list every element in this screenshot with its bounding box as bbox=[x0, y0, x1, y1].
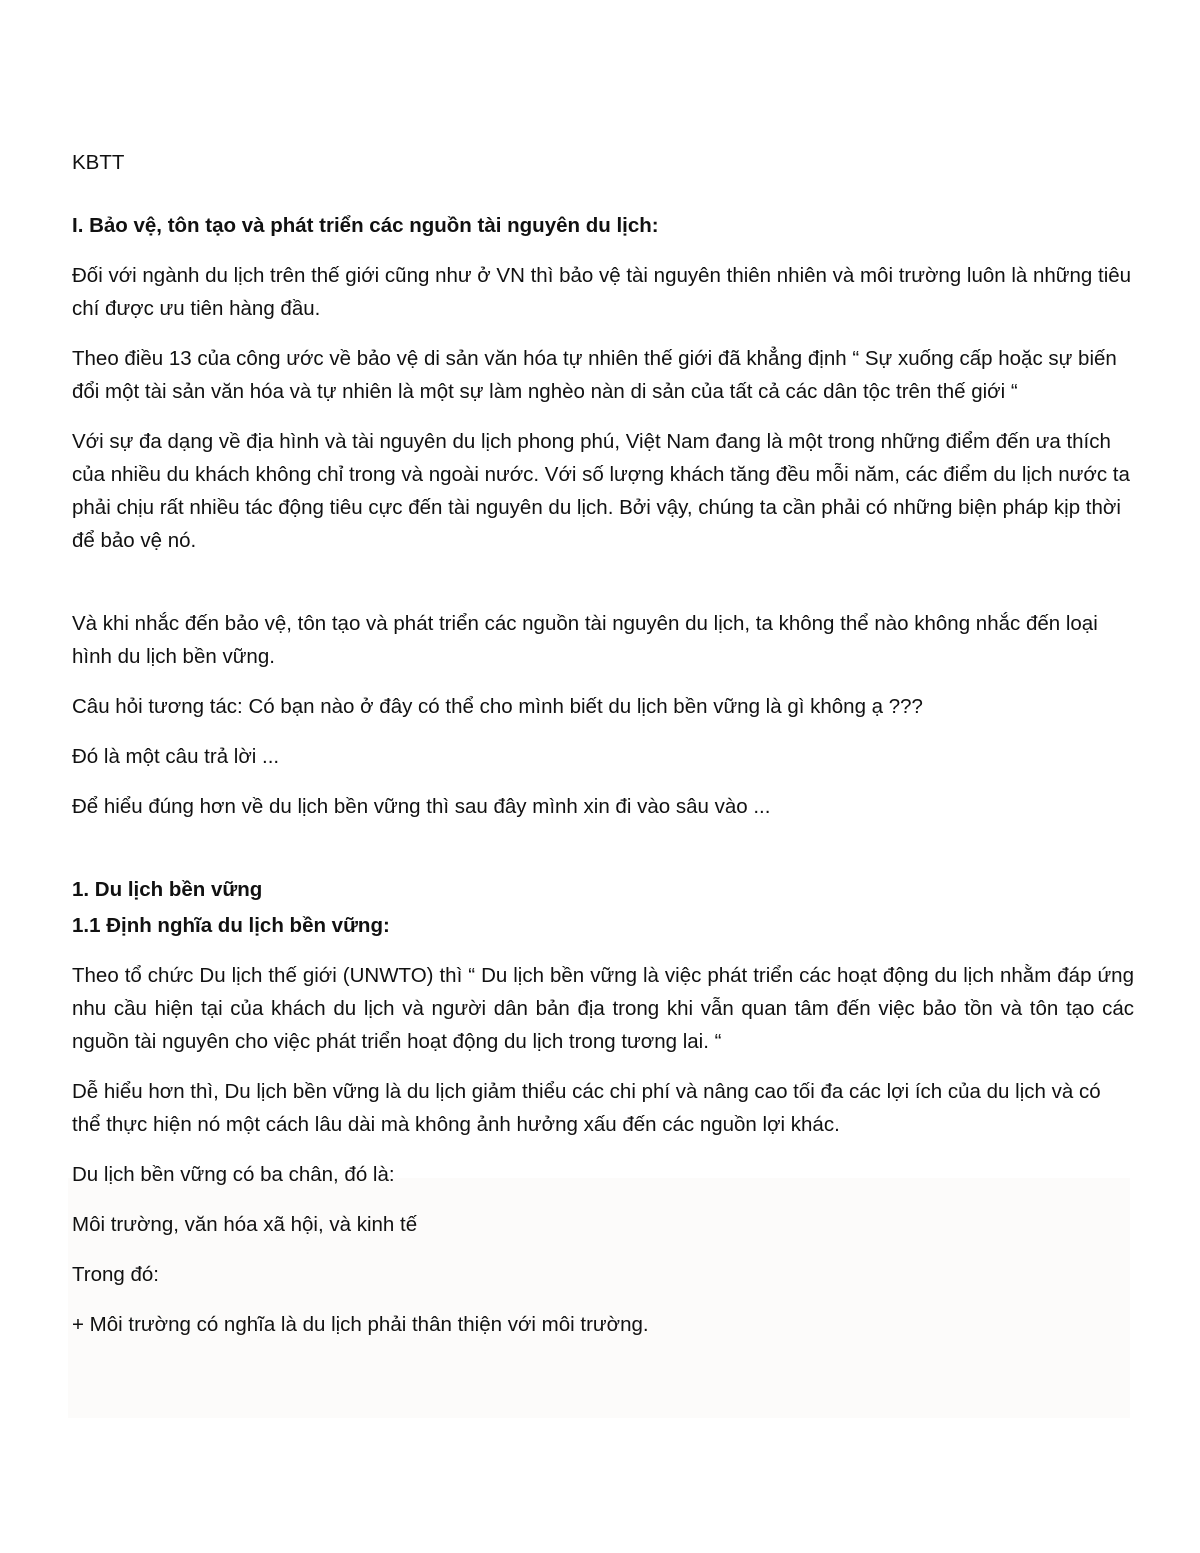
paragraph-environment: + Môi trường có nghĩa là du lịch phải thân thiện với môi trường. bbox=[72, 1313, 649, 1336]
paragraph-pillars-list: Môi trường, văn hóa xã hội, và kinh tế bbox=[72, 1213, 418, 1236]
section-heading-sustainable: 1. Du lịch bền vững bbox=[72, 878, 263, 901]
paragraph-three-pillars: Du lịch bền vững có ba chân, đó là: bbox=[72, 1163, 395, 1186]
paragraph-simple-definition: Dễ hiểu hơn thì, Du lịch bền vững là du lịch giảm thiểu các chi phí và nâng cao tối đa các lợi ích của du lịch và có thể thực hiện nó một cách lâu dài mà không ảnh hưởng xấu đến các nguồn lợi khác. bbox=[72, 1080, 1101, 1136]
paragraph-answer: Đó là một câu trả lời ... bbox=[72, 745, 280, 768]
paragraph-vietnam: Với sự đa dạng về địa hình và tài nguyên du lịch phong phú, Việt Nam đang là một trong những điểm đến ưa thích của nhiều du khách không chỉ trong và ngoài nước. Với số lượng khách tăng đều mỗi năm, các điểm du lịch nước ta phải chịu rất nhiều tác động tiêu cực đến tài nguyên du lịch. Bởi vậy, chúng ta cần phải có những biện pháp kịp thời để bảo vệ nó. bbox=[72, 430, 1130, 552]
paragraph-convention: Theo điều 13 của công ước về bảo vệ di sản văn hóa tự nhiên thế giới đã khẳng định “ Sự xuống cấp hoặc sự biến đổi một tài sản văn hóa và tự nhiên là một sự làm nghèo nàn di sản của tất cả các dân tộc trên thế giới “ bbox=[72, 347, 1117, 403]
paragraph-sustainable-mention: Và khi nhắc đến bảo vệ, tôn tạo và phát triển các nguồn tài nguyên du lịch, ta không thể nào không nhắc đến loại hình du lịch bền vững. bbox=[72, 612, 1098, 668]
document-label: KBTT bbox=[72, 151, 125, 174]
subsection-heading-definition: 1.1 Định nghĩa du lịch bền vững: bbox=[72, 914, 390, 937]
document-body bbox=[72, 146, 1134, 1358]
paragraph-transition: Để hiểu đúng hơn về du lịch bền vững thì sau đây mình xin đi vào sâu vào ... bbox=[72, 795, 771, 818]
paragraph-unwto-definition: Theo tổ chức Du lịch thế giới (UNWTO) thì “ Du lịch bền vững là việc phát triển các hoạt động du lịch nhằm đáp ứng nhu cầu hiện tại của khách du lịch và người dân bản địa trong khi vẫn quan tâm đến việc bảo tồn và tôn tạo các nguồn tài nguyên cho việc phát triển hoạt động du lịch trong tương lai. “ bbox=[72, 964, 1134, 1053]
section-heading-protection: I. Bảo vệ, tôn tạo và phát triển các nguồn tài nguyên du lịch: bbox=[72, 214, 659, 237]
paragraph-in-which: Trong đó: bbox=[72, 1263, 159, 1286]
paragraph-intro: Đối với ngành du lịch trên thế giới cũng như ở VN thì bảo vệ tài nguyên thiên nhiên và môi trường luôn là những tiêu chí được ưu tiên hàng đầu. bbox=[72, 264, 1132, 320]
paragraph-question: Câu hỏi tương tác: Có bạn nào ở đây có thể cho mình biết du lịch bền vững là gì không ạ ??? bbox=[72, 695, 923, 718]
